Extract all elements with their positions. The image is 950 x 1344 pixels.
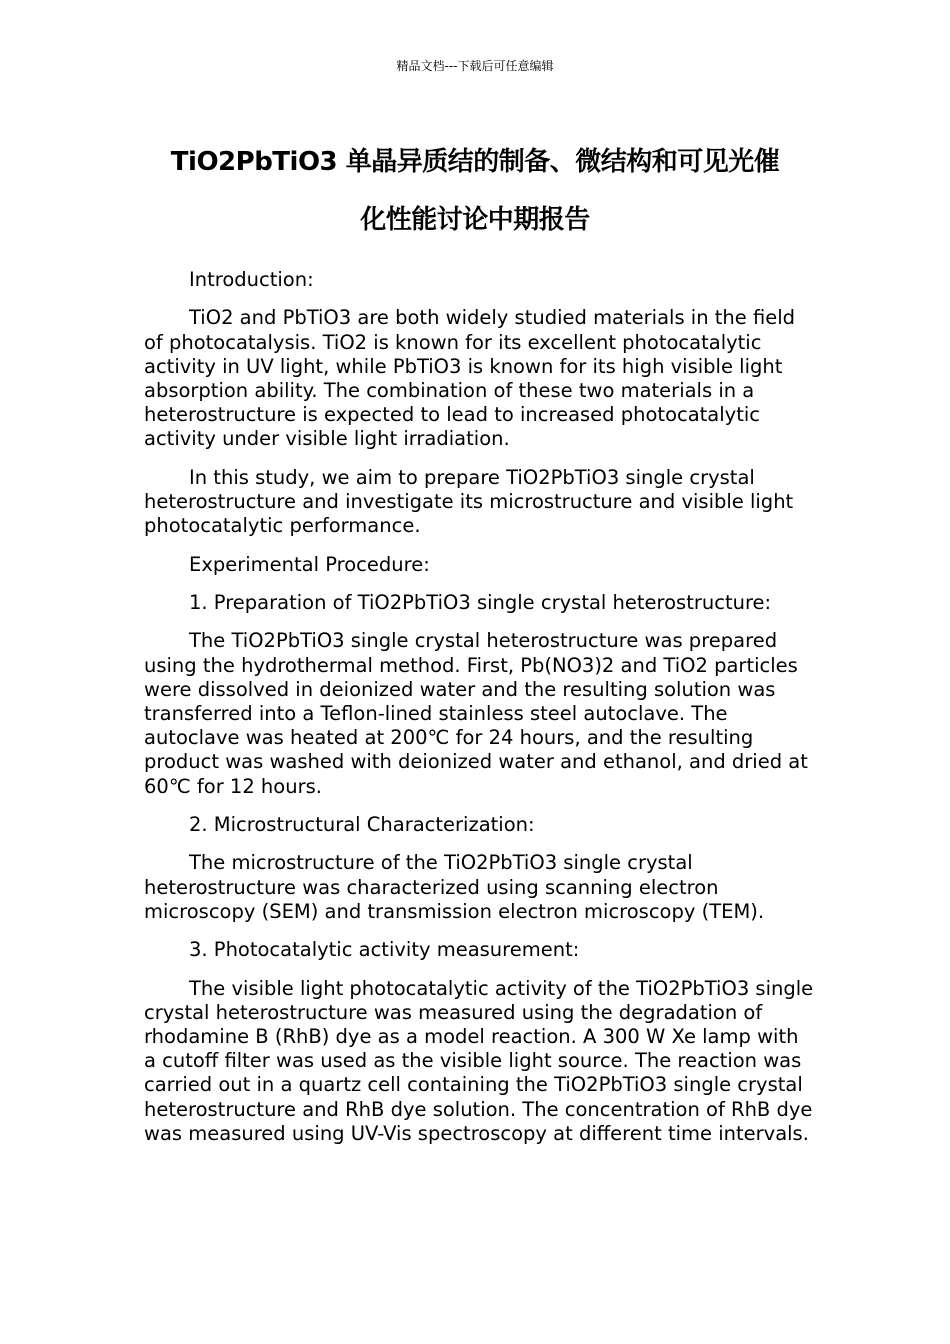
document-body [144,268,814,1160]
subsection-heading: 1. Preparation of TiO2PbTiO3 single crystal heterostructure: [189,590,772,614]
section-heading-introduction: Introduction: [189,268,314,291]
page-header: 精品文档---下载后可任意编辑 [396,59,554,73]
document-title [120,133,830,249]
paragraph: In this study, we aim to prepare TiO2PbTiO3 single crystal heterostructure and investigate its microstructure and visible light photocatalytic performance. [144,465,794,538]
paragraph: TiO2 and PbTiO3 are both widely studied materials in the field of photocatalysis. TiO2 is known for its excellent photocatalytic activity in UV light, while PbTiO3 is known for its high visible light absorption ability. The combination of these two materials in a heterostructure is expected to lead to increased photocatalytic activity under visible light irradiation. [144,306,796,451]
paragraph: The microstructure of the TiO2PbTiO3 single crystal heterostructure was characterized using scanning electron microscopy (SEM) and transmission electron microscopy (TEM). [144,851,765,923]
subsection-heading: 3. Photocatalytic activity measurement: [189,938,580,962]
section-heading-experimental-procedure: Experimental Procedure: [189,552,430,576]
subsection-heading: 2. Microstructural Characterization: [189,812,535,836]
paragraph: The visible light photocatalytic activity of the TiO2PbTiO3 single crystal heterostructure was measured using the degradation of rhodamine B (RhB) dye as a model reaction. A 300 W Xe lamp with a cutoff filter was used as the visible light source. The reaction was carried out in a quartz cell containing the TiO2PbTiO3 single crystal heterostructure and RhB dye solution. The concentration of RhB dye was measured using UV-Vis spectroscopy at different time intervals. [144,976,814,1145]
title-line-2: 化性能讨论中期报告 [360,205,590,235]
paragraph: The TiO2PbTiO3 single crystal heterostructure was prepared using the hydrothermal method. First, Pb(NO3)2 and TiO2 particles were dissolved in deionized water and the resulting solution was transferred into a Teflon-lined stainless steel autoclave. The autoclave was heated at 200℃ for 24 hours, and the resulting product was washed with deionized water and ethanol, and dried at 60℃ for 12 hours. [144,629,808,798]
title-line-1: TiO2PbTiO3 单晶异质结的制备、微结构和可见光催 [170,147,780,177]
